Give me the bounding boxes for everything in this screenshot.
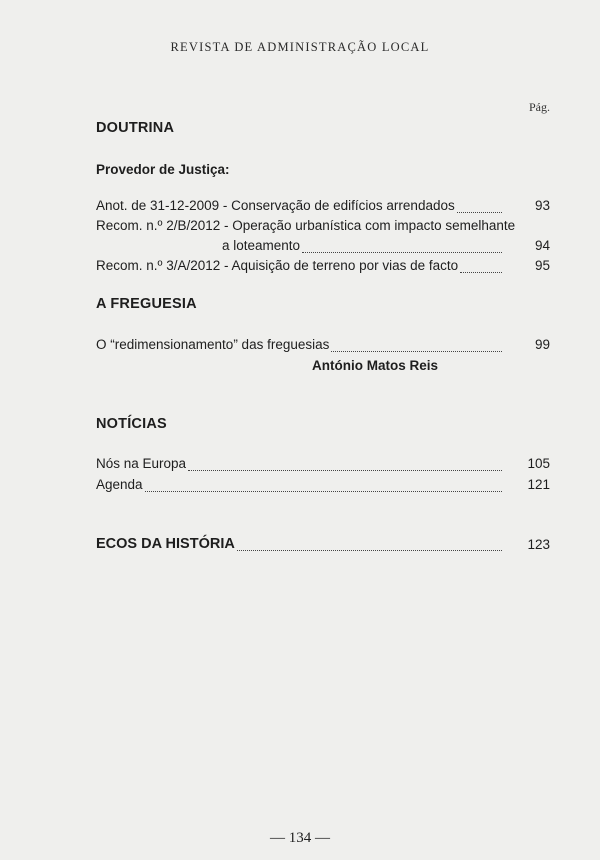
subheading-provedor: Provedor de Justiça: (96, 162, 230, 177)
dot-leader (457, 212, 502, 213)
dot-leader (237, 550, 502, 551)
dot-leader (145, 491, 502, 492)
toc-entry-title: Recom. n.º 3/A/2012 - Aquisição de terreno por vias de facto (96, 258, 459, 273)
toc-entry-page: 93 (534, 198, 550, 213)
toc-entry-title: Recom. n.º 2/B/2012 - Operação urbanística com impacto semelhante (96, 218, 516, 233)
toc-entry-page: 123 (527, 537, 550, 552)
toc-entry-title: ECOS DA HISTÓRIA (96, 536, 235, 552)
toc-entry-page: 99 (534, 337, 550, 352)
toc-entry-title-continuation: a loteamento (222, 238, 301, 253)
toc-entry-page: 94 (534, 238, 550, 253)
dot-leader (302, 252, 502, 253)
running-head: REVISTA DE ADMINISTRAÇÃO LOCAL (170, 40, 430, 54)
section-heading-freguesia: A FREGUESIA (96, 296, 197, 312)
dot-leader (331, 351, 502, 352)
toc-entry (96, 477, 504, 495)
toc-entry-title: Agenda (96, 477, 143, 492)
toc-entry-title: O “redimensionamento” das freguesias (96, 337, 330, 352)
page-number: — 134 — (270, 830, 330, 846)
toc-entry-title: Anot. de 31-12-2009 - Conservação de edifícios arrendados (96, 198, 455, 213)
page-column-label: Pág. (529, 100, 550, 114)
toc-entry-page: 121 (527, 477, 550, 492)
toc-entry (96, 258, 504, 276)
toc-entry-page: 105 (527, 456, 550, 471)
dot-leader (188, 470, 502, 471)
toc-entry-ecos (96, 536, 504, 554)
toc-entry-continuation (222, 238, 504, 256)
toc-entry (96, 337, 504, 355)
dot-leader (460, 272, 502, 273)
section-heading-doutrina: DOUTRINA (96, 120, 175, 136)
toc-entry-author: António Matos Reis (312, 358, 439, 373)
section-heading-noticias: NOTÍCIAS (96, 416, 167, 432)
toc-entry-page: 95 (534, 258, 550, 273)
toc-entry (96, 198, 504, 216)
toc-entry (96, 218, 516, 236)
toc-entry (96, 456, 504, 474)
toc-entry-title: Nós na Europa (96, 456, 187, 471)
